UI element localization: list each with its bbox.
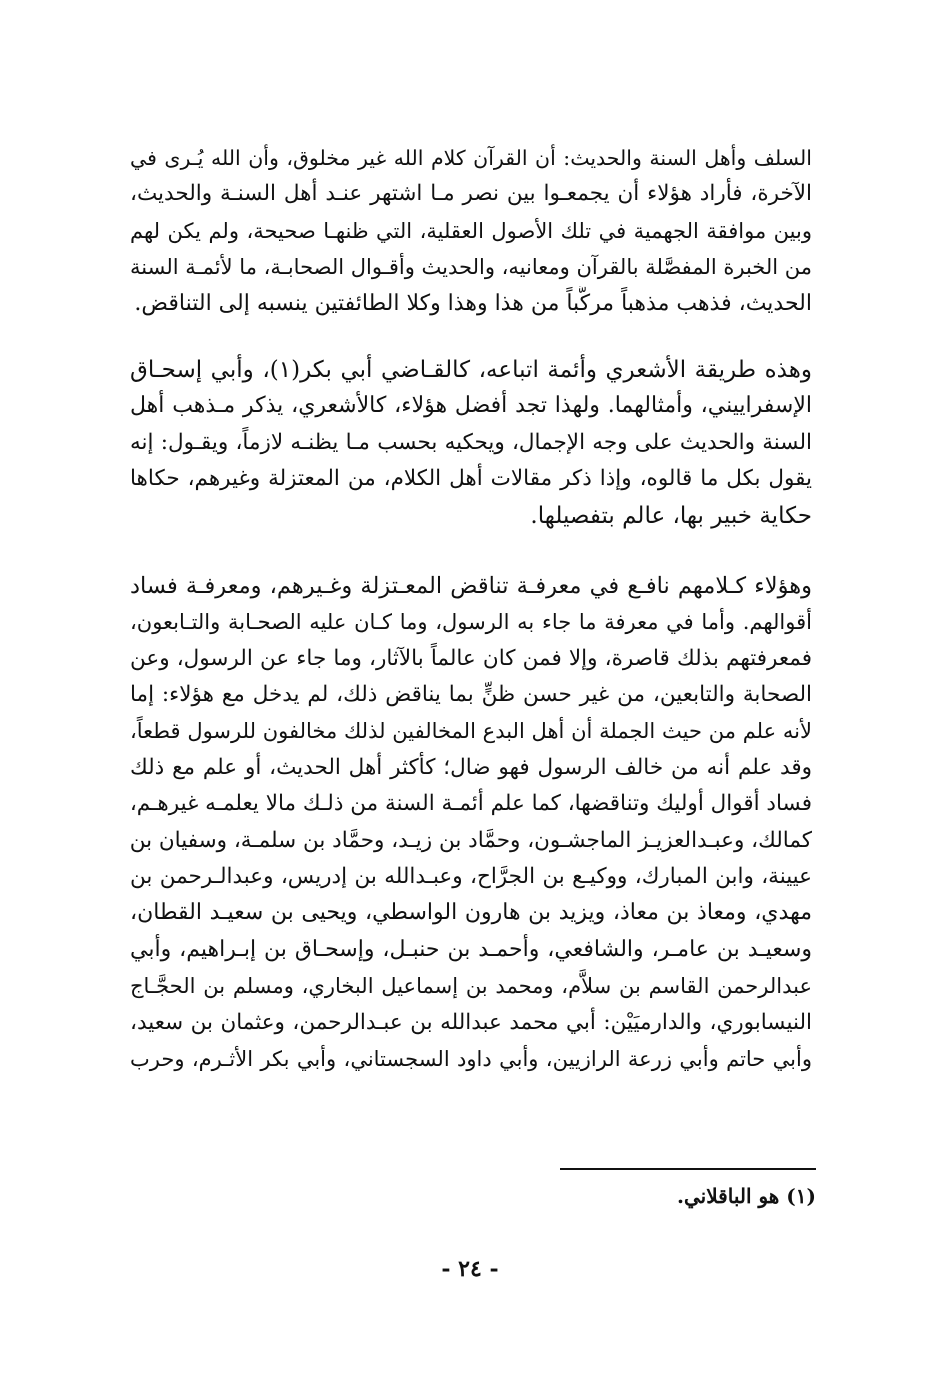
page-body	[130, 140, 812, 1077]
page-number: - ٢٤ -	[441, 1256, 499, 1282]
text-line: أقوالهم. وأما في معرفة ما جاء به الرسول، وما كـان عليه الصحـابة والتـابعون،	[130, 610, 812, 635]
paragraph-3	[130, 568, 812, 1077]
text-line: فمعرفتهم بذلك قاصرة، وإلا فمن كان عالماً بالآثار، وما جاء عن الرسول، وعن	[130, 645, 812, 671]
text-line: عبدالرحمن القاسم بن سلاَّم، ومحمد بن إسماعيل البخاري، ومسلم بن الحجَّـاج	[130, 974, 812, 999]
text-line: من الخبرة المفصَّلة بالقرآن ومعانيه، والحديث وأقـوال الصحابـة، ما لأئمـة السنة	[130, 255, 812, 280]
text-line: السلف وأهل السنة والحديث: أن القرآن كلام الله غير مخلوق، وأن الله يُـرى في	[130, 146, 812, 170]
text-line: الحديث، فذهب مذهباً مركَّباً من هذا وهذا وكلا الطائفتين ينسبه إلى التناقض.	[134, 290, 812, 316]
text-line: وأبي حاتم وأبي زرعة الرازيين، وأبي داود السجستاني، وأبي بكر الأثـرم، وحرب	[130, 1046, 812, 1071]
text-line: النيسابوري، والدارميَيْن: أبي محمد عبدالله بن عبـدالرحمن، وعثمان بن سعيد،	[130, 1009, 812, 1035]
paragraph-gap	[130, 322, 812, 352]
text-line: كمالك، وعبـدالعزيـز الماجشـون، وحمَّاد بن زيـد، وحمَّاد بن سلمـة، وسفيان بن	[130, 827, 812, 853]
text-line: حكاية خبير بها، عالم بتفصيلها.	[530, 502, 812, 529]
paragraph-gap	[130, 534, 812, 568]
footnote: (١) هو الباقلاني.	[677, 1184, 816, 1208]
text-line: فساد أقوال أوليك وتناقضها، كما علم أئمـة السنة من ذلـك مالا يعلمـه غيرهـم،	[130, 791, 812, 817]
paragraph-1	[130, 140, 812, 322]
text-line: الآخرة، فأراد هؤلاء أن يجمعـوا بين نصر مـا اشتهر عنـد أهل السنـة والحديث،	[130, 181, 812, 207]
paragraph-2	[130, 352, 812, 534]
text-line: الإسفراييني، وأمثالهما. ولهذا تجد أفضل هؤلاء، كالأشعري، يذكر مـذهب أهل	[130, 393, 812, 419]
text-line: الصحابة والتابعين، من غير حسن ظنٍّ بما يناقض ذلك، لم يدخل مع هؤلاء: إما	[130, 682, 812, 708]
text-line: عيينة، وابن المبارك، ووكيـع بن الجرَّاح، وعبـدالله بن إدريس، وعبدالـرحمن بن	[130, 864, 812, 890]
text-line: لأنه علم من حيث الجملة أن أهل البدع المخالفين لذلك مخالفون للرسول قطعاً،	[130, 719, 812, 744]
text-line: السنة والحديث على وجه الإجمال، ويحكيه بحسب مـا يظنـه لازماً، ويقـول: إنه	[130, 429, 812, 455]
footnote-divider	[560, 1168, 816, 1170]
text-line: يقول بكل ما قالوه، وإذا ذكر مقالات أهل الكلام، من المعتزلة وغيرهم، حكاها	[130, 466, 812, 492]
text-line: وقد علم أنه من خالف الرسول فهو ضال؛ كأكثر أهل الحديث، أو علم مع ذلك	[130, 754, 812, 780]
text-line: وهؤلاء كـلامهم نافـع في معرفـة تناقض المعـتزلة وغـيرهم، ومعرفـة فساد	[130, 572, 812, 599]
text-line: مهدي، ومعاذ بن معاذ، ويزيد بن هارون الواسطي، ويحيى بن سعيـد القطان،	[130, 900, 812, 926]
text-line: وسعيـد بن عامـر، والشافعي، وأحمـد بن حنبـل، وإسحـاق بن إبـراهيم، وأبي	[130, 936, 812, 962]
text-line: وهذه طريقة الأشعري وأئمة اتباعه، كالقـاضي أبي بكر(١)، وأبي إسحـاق	[130, 356, 812, 383]
text-line: وبين موافقة الجهمية في تلك الأصول العقلية، التي ظنهـا صحيحة، ولم يكن لهم	[130, 218, 812, 243]
